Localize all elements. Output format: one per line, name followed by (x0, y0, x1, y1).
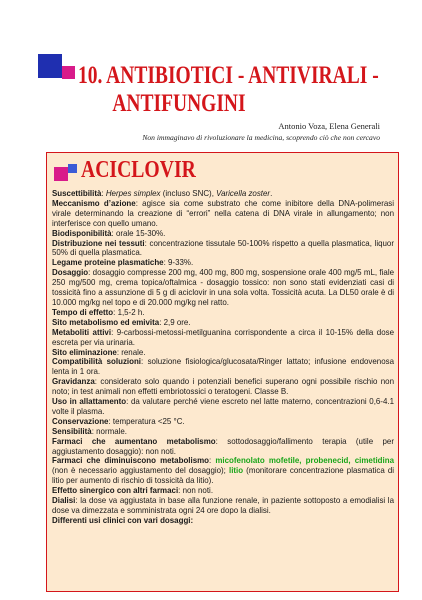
interacting-drug-litio: litio (228, 466, 244, 476)
epigraph-quote: Non immaginavo di rivoluzionare la medicina, scoprendo ciò che non cercavo (142, 133, 380, 142)
drug-header-square-blue (68, 164, 77, 173)
entry-sensibilita: Sensibilità: normale. (52, 426, 127, 436)
entry-farmaci-diminuiscono: Farmaci che diminuiscono metabolismo: micofenolato mofetile, probenecid, cimetidina (non è necessario aggiustamento del dosaggio); litio (monitorare concentrazione plasmatica di litio per aumento di rischio di tossicità da litio). (52, 456, 394, 486)
decorative-square-blue (38, 54, 62, 78)
drug-monograph-box (46, 152, 399, 592)
entry-metaboliti: Metaboliti attivi: 9-carbossi-metossi-metilguanina corrispondente a circa il 10-15% della dose escreta per via urinaria. (52, 327, 394, 347)
chapter-title-line2: ANTIFUNGINI (112, 90, 246, 117)
authors: Antonio Voza, Elena Generali (278, 121, 380, 131)
drug-header-square-magenta (54, 167, 68, 181)
monograph-content (52, 189, 394, 526)
entry-biodisponibilita: Biodisponibilità: orale 15-30%. (52, 228, 166, 238)
entry-eliminazione: Sito eliminazione: renale. (52, 347, 146, 357)
entry-legame: Legame proteine plasmatiche: 9-33%. (52, 258, 194, 268)
entry-dosaggio: Dosaggio: dosaggio compresse 200 mg, 400 mg, 800 mg, sospensione orale 400 mg/5 mL, fiale 250 mg/500 mg, crema topica/oftalmica - dosaggio tossico: non sono stati evidenziati casi di tossicità fino a assunzione di 5 g di aciclovir in una sola volta. Tossicità acuta. La DL50 orale è di 10.000 mg/kg nel topo e di 20.000 mg/kg nel ratto. (52, 268, 394, 307)
interacting-drugs: micofenolato mofetile, probenecid, cimetidina (215, 456, 394, 466)
entry-sito-metabolismo: Sito metabolismo ed emivita: 2,9 ore. (52, 317, 191, 327)
entry-usi-clinici: Differenti usi clinici con vari dosaggi: (52, 515, 194, 525)
entry-allattamento: Uso in allattamento: da valutare perché viene escreto nel latte materno, concentrazioni 0,6-4.1 volte il plasma. (52, 397, 394, 416)
entry-farmaci-aumentano: Farmaci che aumentano metabolismo: sottodosaggio/fallimento terapia (utile per aggiustamento dosaggio): non noti. (52, 436, 394, 456)
chapter-title-line1: 10. ANTIBIOTICI - ANTIVIRALI - (78, 62, 379, 89)
entry-dialisi: Dialisi: la dose va aggiustata in base alla funzione renale, in paziente sottoposto a emodialisi la dose va dimezzata e somministrata ogni 24 ore dopo la dialisi. (52, 496, 394, 515)
entry-conservazione: Conservazione: temperatura <25 °C. (52, 416, 185, 426)
drug-title: ACICLOVIR (81, 157, 196, 183)
chapter-title (78, 62, 379, 118)
decorative-square-magenta (62, 66, 75, 79)
entry-distribuzione: Distribuzione nei tessuti: concentrazione tissutale 50-100% rispetto a quella plasmatica, liquor 50% di quella plasmatica. (52, 238, 394, 258)
entry-meccanismo: Meccanismo d’azione: agisce sia come substrato che come inibitore della DNA-polimerasi virale determinando la creazione di “errori” nella catena di DNA virale in allungamento; non interferisce con quello umano. (52, 198, 394, 228)
entry-tempo-effetto: Tempo di effetto: 1,5-2 h. (52, 307, 145, 317)
entry-suscettibilita: Suscettibilità: Herpes simplex (incluso SNC), Varicella zoster. (52, 189, 273, 198)
entry-gravidanza: Gravidanza: considerato solo quando i potenziali benefici superano ogni possibile rischio non noto; in test animali non effetti embriotossici o teratogeni. Classe B. (52, 377, 394, 397)
drug-header (47, 153, 398, 185)
entry-compatibilita: Compatibilità soluzioni: soluzione fisiologica/glucosata/Ringer lattato; infusione endovenosa lenta in 1 ora. (52, 357, 395, 377)
entry-effetto-sinergico: Effetto sinergico con altri farmaci: non noti. (52, 486, 214, 496)
